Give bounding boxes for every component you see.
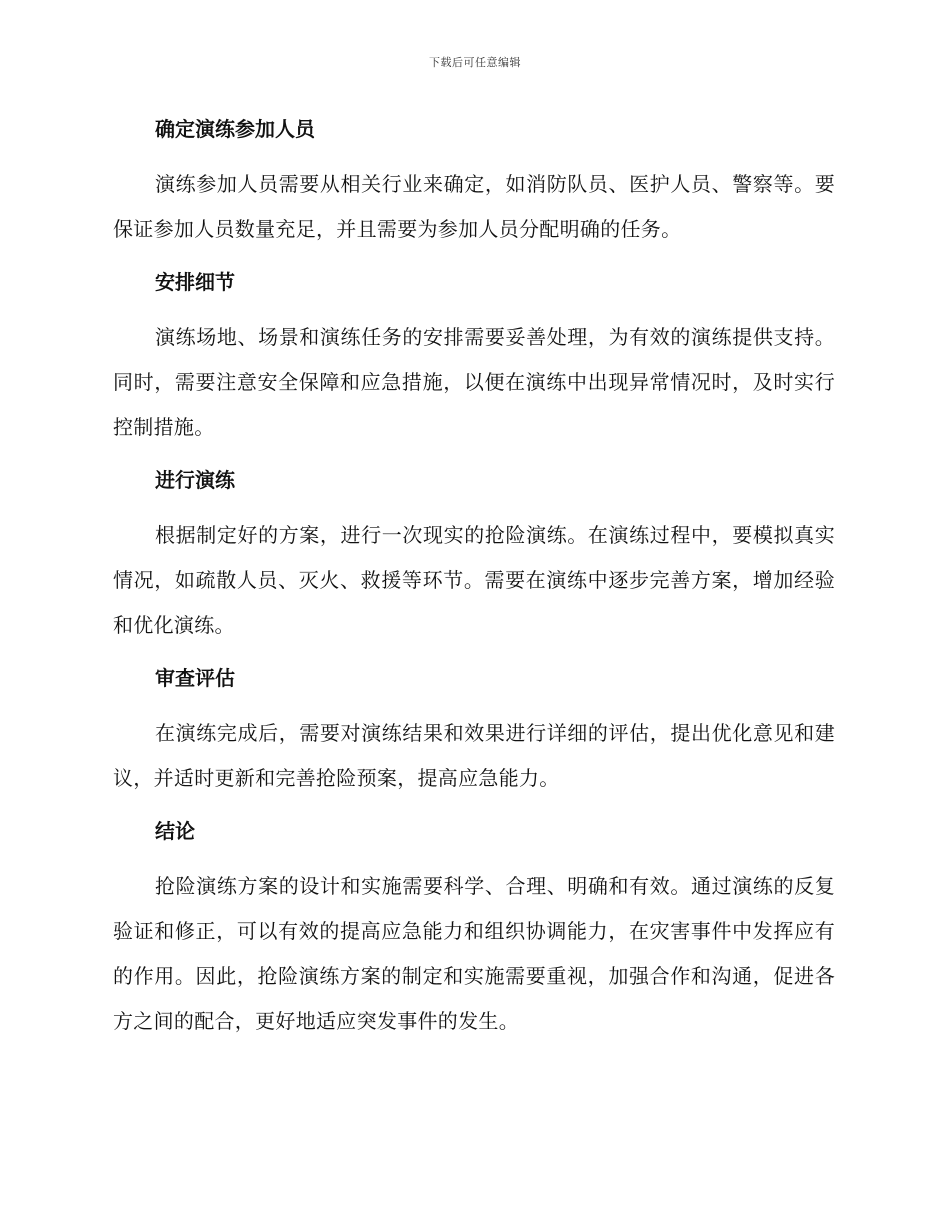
section-drill: [113, 463, 835, 648]
section-paragraph: 抢险演练方案的设计和实施需要科学、合理、明确和有效。通过演练的反复验证和修正，可以有效的提高应急能力和组织协调能力，在灾害事件中发挥应有的作用。因此，抢险演练方案的制定和实施需要重视，加强合作和沟通，促进各方之间的配合，更好地适应突发事件的发生。: [113, 874, 835, 1033]
section-conclusion: [113, 814, 835, 1044]
section-heading: 进行演练: [155, 468, 235, 492]
section-paragraph: 在演练完成后，需要对演练结果和效果进行详细的评估，提出优化意见和建议，并适时更新和完善抢险预案，提高应急能力。: [113, 721, 835, 790]
section-review: [113, 661, 835, 801]
section-participants: [113, 112, 835, 252]
section-heading: 结论: [155, 819, 195, 843]
section-heading: 确定演练参加人员: [155, 117, 315, 141]
section-details: [113, 265, 835, 450]
header-note: 下载后可任意编辑: [429, 56, 521, 69]
section-paragraph: 演练参加人员需要从相关行业来确定，如消防队员、医护人员、警察等。要保证参加人员数量充足，并且需要为参加人员分配明确的任务。: [113, 172, 835, 241]
section-paragraph: 根据制定好的方案，进行一次现实的抢险演练。在演练过程中，要模拟真实情况，如疏散人员、灭火、救援等环节。需要在演练中逐步完善方案，增加经验和优化演练。: [113, 523, 835, 637]
document-body: [113, 112, 835, 1057]
section-heading: 安排细节: [155, 270, 235, 294]
section-paragraph: 演练场地、场景和演练任务的安排需要妥善处理，为有效的演练提供支持。同时，需要注意安全保障和应急措施，以便在演练中出现异常情况时，及时实行控制措施。: [113, 325, 835, 439]
section-heading: 审查评估: [155, 666, 235, 690]
